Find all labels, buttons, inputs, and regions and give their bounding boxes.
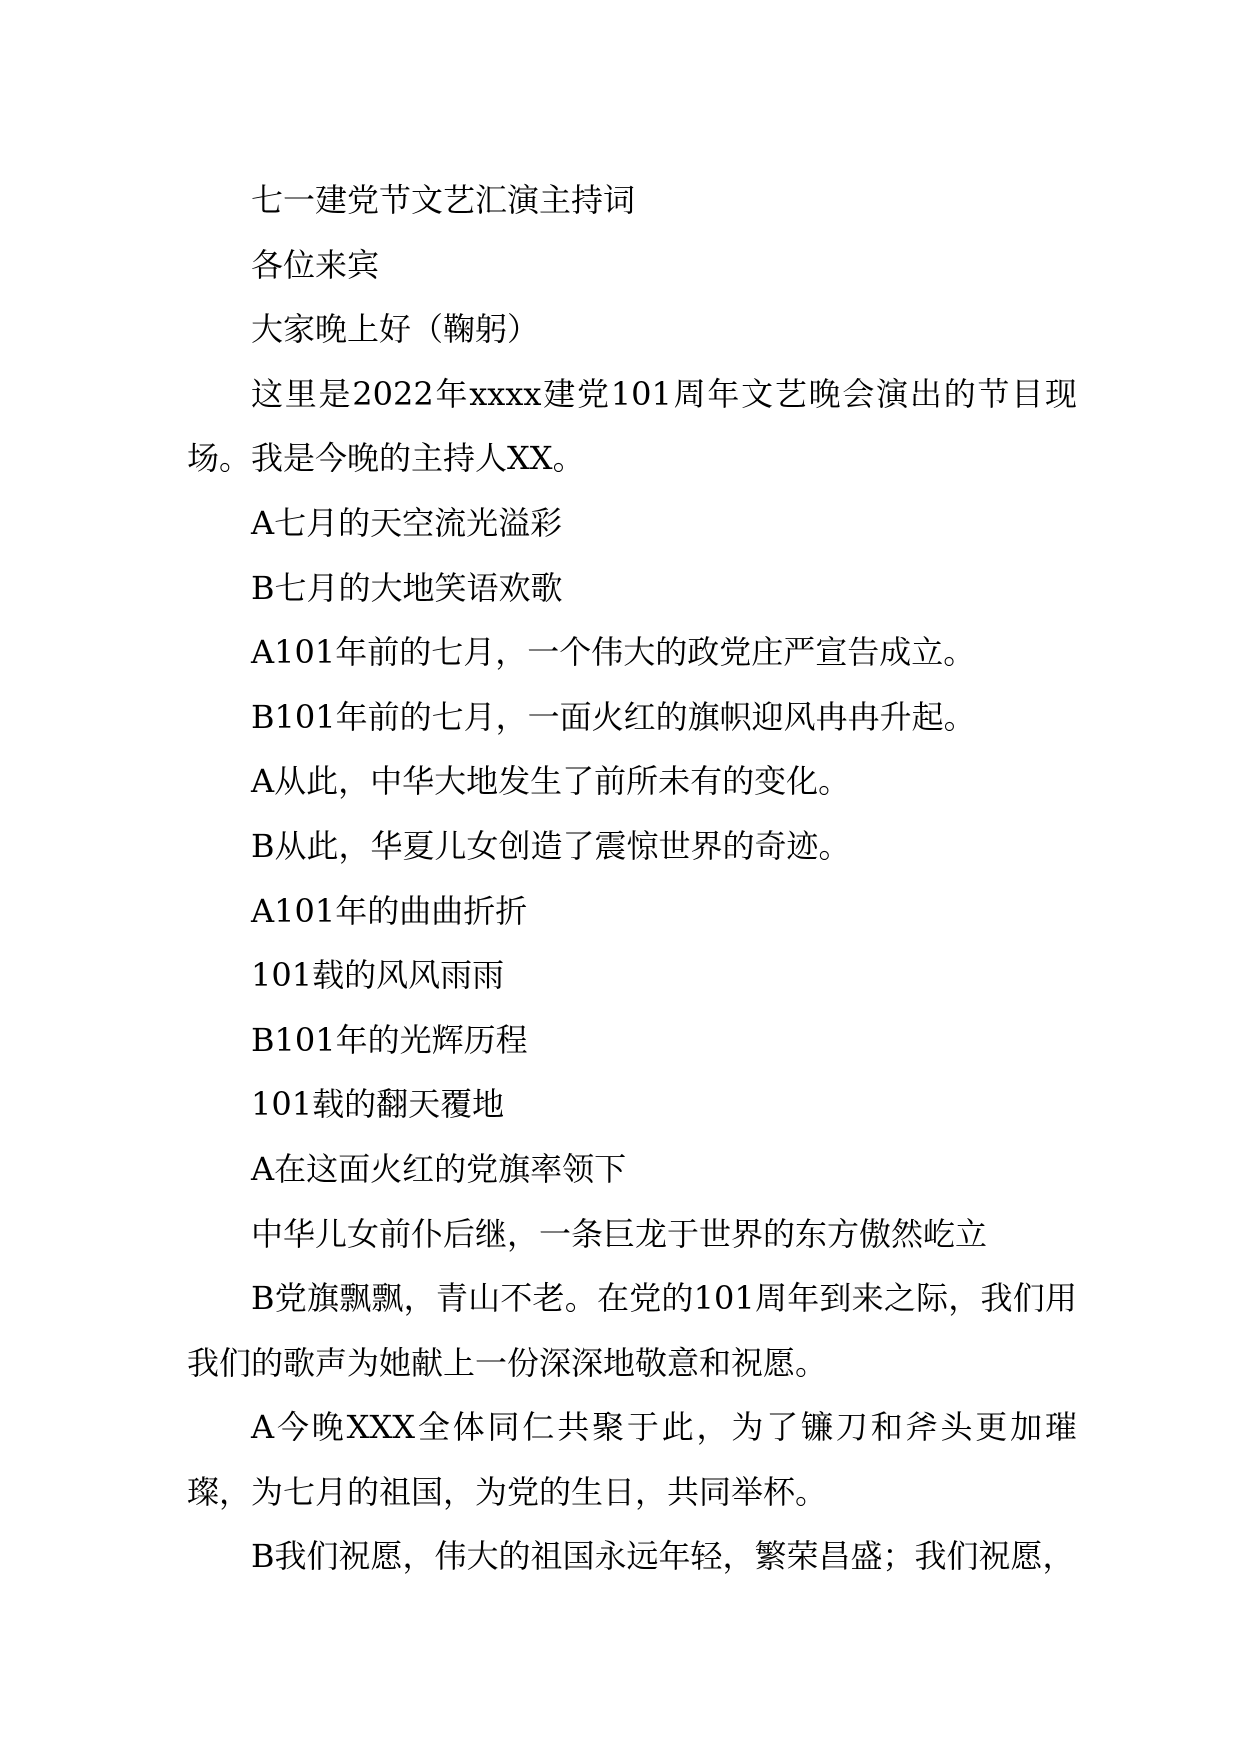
paragraph: 各位来宾 [251,245,380,284]
paragraph: B101年的光辉历程 [251,1020,528,1059]
paragraph: B我们祝愿，伟大的祖国永远年轻，繁荣昌盛；我们祝愿， [251,1537,1075,1576]
paragraph: B七月的大地笑语欢歌 [251,568,563,607]
paragraph: B党旗飘飘，青山不老。在党的101周年到来之际，我们用我们的歌声为她献上一份深深地敬意和祝愿。 [187,1279,1077,1382]
paragraph: A今晚XXX全体同仁共聚于此，为了镰刀和斧头更加璀璨，为七月的祖国，为党的生日，共同举杯。 [187,1408,1077,1511]
paragraph: A从此，中华大地发生了前所未有的变化。 [251,762,851,801]
paragraph: A在这面火红的党旗率领下 [251,1149,627,1188]
paragraph: B101年前的七月，一面火红的旗帜迎风冉冉升起。 [251,697,976,736]
paragraph: A七月的天空流光溢彩 [251,503,563,542]
paragraph: 中华儿女前仆后继，一条巨龙于世界的东方傲然屹立 [251,1214,988,1253]
paragraph: A101年的曲曲折折 [251,891,528,930]
document-title: 七一建党节文艺汇演主持词 [251,181,636,219]
paragraph: 大家晚上好（鞠躬） [251,310,540,349]
paragraph: A101年前的七月，一个伟大的政党庄严宣告成立。 [251,633,976,672]
document-body [187,168,1077,1589]
paragraph: B从此，华夏儿女创造了震惊世界的奇迹。 [251,826,851,865]
paragraph: 101载的风风雨雨 [251,956,505,995]
paragraph: 101载的翻天覆地 [251,1085,505,1124]
paragraph: 这里是2022年xxxx建党101周年文艺晚会演出的节目现场。我是今晚的主持人XX。 [187,374,1077,478]
